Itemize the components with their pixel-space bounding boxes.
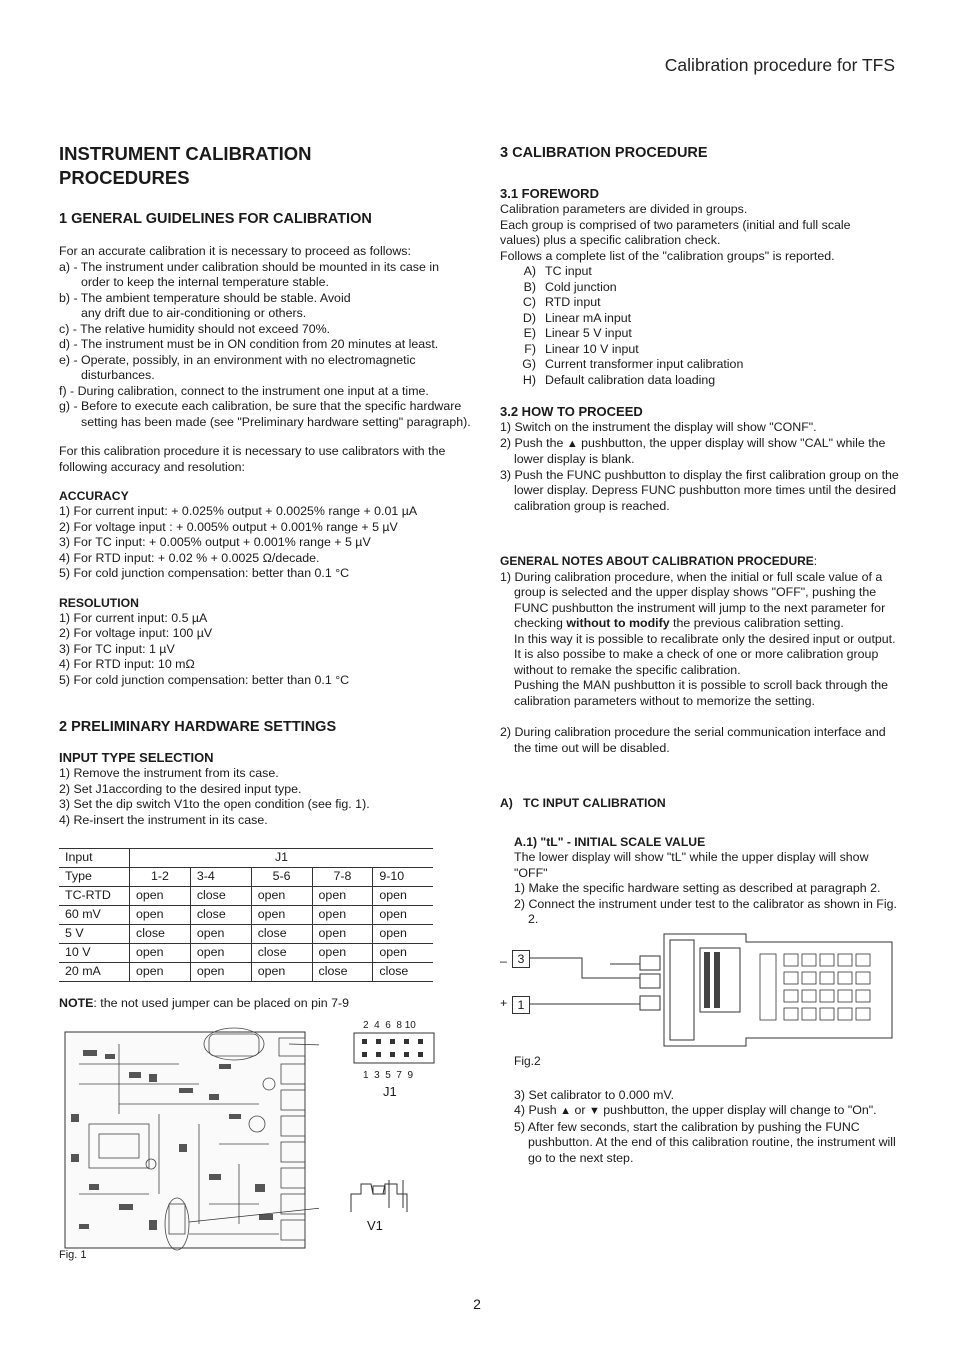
table-cell: TC-RTD (59, 887, 130, 906)
list-item: B) Cold junction (523, 279, 617, 294)
list-item: 1) For current input: 0.5 µA (59, 610, 208, 625)
table-cell: open (130, 906, 191, 925)
page-header-title: Calibration procedure for TFS (664, 55, 895, 75)
table-cell: 3-4 (190, 868, 251, 887)
general-notes-list-2 (500, 725, 900, 756)
plus-terminal-label: + (500, 995, 508, 1010)
list-item: 3) Set calibrator to 0.000 mV. (514, 1087, 675, 1102)
table-cell: open (251, 906, 312, 925)
table-cell: 9-10 (373, 868, 433, 887)
table-cell: open (190, 925, 251, 944)
foreword-heading: 3.1 FOREWORD (500, 186, 599, 201)
j1-top-pin-labels: 2 4 6 8 10 (363, 1019, 416, 1031)
accuracy-heading: ACCURACY (59, 489, 129, 503)
v1-label: V1 (367, 1217, 383, 1233)
general-notes-list (500, 570, 900, 632)
tc-steps-list (514, 881, 900, 928)
list-item: 5) For cold junction compensation: better than 0.1 °C (59, 672, 350, 687)
list-item: D) Linear mA input (522, 310, 632, 325)
calibration-groups-list (500, 264, 900, 388)
list-item: 4) Re-insert the instrument in its case. (59, 812, 268, 827)
proceed-steps-list (500, 420, 900, 514)
calibrators-paragraph: For this calibration procedure it is necessary to use calibrators with the following accuracy and resolution: (59, 444, 446, 474)
v1-dip-switch-diagram (349, 1178, 417, 1214)
table-cell: open (190, 944, 251, 963)
table-cell: open (312, 944, 373, 963)
list-item: C) RTD input (522, 295, 601, 309)
table-cell: 5 V (59, 925, 130, 944)
list-item: F) Linear 10 V input (524, 341, 639, 356)
terminal-3: 3 (512, 950, 530, 968)
list-item: 3) For TC input: + 0.005% output + 0.001% range + 5 µV (59, 535, 371, 549)
list-item: e) - Operate, possibly, in an environment with no electromagnetic disturbances. (59, 352, 416, 382)
table-cell: J1 (130, 849, 434, 868)
table-cell: Type (59, 868, 130, 887)
table-cell: open (251, 963, 312, 982)
initial-scale-heading: A.1) "tL" - INITIAL SCALE VALUE (514, 835, 706, 849)
terminal-1: 1 (512, 996, 530, 1014)
up-arrow-icon: ▲ (566, 437, 578, 450)
general-notes-heading: GENERAL NOTES ABOUT CALIBRATION PROCEDURE: (500, 554, 818, 568)
list-item: 2) For voltage input : + 0.005% output + 0.001% range + 5 µV (59, 519, 398, 534)
minus-terminal-label: – (500, 953, 507, 968)
up-arrow-icon: ▲ (560, 1105, 572, 1117)
guidelines-list (59, 259, 471, 431)
tc-steps-list-2 (514, 1088, 900, 1167)
list-item: d) - The instrument must be in ON condition from 20 minutes at least. (59, 337, 439, 351)
jumper-table (59, 848, 433, 982)
list-item: 2) Connect the instrument under test to the calibrator as shown in Fig. 2. (514, 896, 897, 926)
input-type-heading: INPUT TYPE SELECTION (59, 750, 214, 765)
figure-1-caption: Fig. 1 (59, 1248, 87, 1261)
table-cell: close (190, 887, 251, 906)
j1-header-diagram (353, 1032, 435, 1064)
resolution-heading: RESOLUTION (59, 595, 139, 610)
figure-2 (500, 928, 900, 1088)
table-row (59, 887, 433, 906)
table-cell: close (251, 925, 312, 944)
table-cell: close (373, 963, 433, 982)
note-label: NOTE (59, 996, 94, 1010)
table-cell: open (312, 887, 373, 906)
circuit-board-illustration (59, 1024, 319, 1254)
resolution-list (59, 611, 459, 689)
table-row (59, 963, 433, 982)
hardware-steps-list (59, 766, 459, 828)
general-notes-continuation: In this way it is possible to recalibrate only the desired input or output. It is also possibe to make a check of one or more calibration group without to remake the specific calibration. Pushing the MAN pushbutton it is possible to scroll back through the calibration parameters without to memorize the setting. (514, 631, 896, 708)
down-arrow-icon: ▼ (588, 1105, 600, 1117)
table-cell: 10 V (59, 944, 130, 963)
table-cell: 1-2 (130, 868, 191, 887)
table-cell: open (251, 887, 312, 906)
document-title: INSTRUMENT CALIBRATION PROCEDURES (59, 143, 312, 188)
table-cell: close (190, 906, 251, 925)
list-item: 1) Remove the instrument from its case. (59, 766, 279, 780)
table-cell: Input (59, 849, 130, 868)
right-column (500, 140, 900, 1166)
table-cell: open (130, 887, 191, 906)
j1-label: J1 (383, 1083, 397, 1099)
list-item: H) Default calibration data loading (522, 372, 716, 387)
table-row (59, 925, 433, 944)
list-item: 4) For RTD input: 10 mΩ (59, 657, 195, 671)
table-cell: close (251, 944, 312, 963)
table-cell: 20 mA (59, 963, 130, 982)
list-item: 1) Switch on the instrument the display will show "CONF". (500, 420, 817, 434)
list-item: 2) Push the ▲ pushbutton, the upper display will show "CAL" while the lower display is blank. (500, 435, 886, 466)
table-cell: open (373, 906, 433, 925)
table-cell: open (312, 906, 373, 925)
section-2-heading: 2 PRELIMINARY HARDWARE SETTINGS (59, 719, 337, 735)
section-1-heading: 1 GENERAL GUIDELINES FOR CALIBRATION (59, 211, 372, 227)
list-item: 5) After few seconds, start the calibration by pushing the FUNC pushbutton. At the end of this calibration routine, the instrument will go to the next step. (514, 1119, 896, 1165)
list-item: A) TC input (523, 264, 592, 278)
list-item: f) - During calibration, connect to the instrument one input at a time. (59, 383, 429, 398)
table-cell: open (373, 925, 433, 944)
tc-input-heading: A) TC INPUT CALIBRATION (500, 796, 666, 810)
table-header-row (59, 868, 433, 887)
table-cell: close (312, 963, 373, 982)
section-3-heading: 3 CALIBRATION PROCEDURE (500, 145, 708, 161)
list-item: a) - The instrument under calibration should be mounted in its case in order to keep the internal temperature stable. (59, 259, 439, 289)
tc-initial-scale-block (500, 835, 900, 928)
list-item: c) - The relative humidity should not exceed 70%. (59, 321, 331, 336)
list-item: 2) Set J1according to the desired input type. (59, 781, 302, 796)
list-item: b) - The ambient temperature should be stable. Avoid any drift due to air-conditioning or others. (59, 290, 351, 320)
table-cell: open (190, 963, 251, 982)
note-text: : the not used jumper can be placed on pin 7-9 (93, 996, 349, 1010)
table-cell: open (130, 944, 191, 963)
page-number: 2 (473, 1296, 481, 1312)
table-cell: open (373, 887, 433, 906)
list-item: g) - Before to execute each calibration, be sure that the specific hardware setting has been made (see "Preliminary hardware setting" paragraph). (59, 399, 471, 429)
calibrator-wiring-diagram (530, 928, 900, 1058)
list-item: 1) During calibration procedure, when the initial or full scale value of a group is selected and the upper display shows "OFF", pushing the FUNC pushbutton the instrument will jump to the next parameter for checking without to modify the previous calibration setting. (500, 569, 886, 630)
list-item: 1) For current input: + 0.025% output + 0.0025% range + 0.01 µA (59, 504, 418, 518)
list-item: G) Current transformer input calibration (522, 357, 744, 371)
list-item: 1) Make the specific hardware setting as described at paragraph 2. (514, 881, 881, 895)
table-cell: open (130, 963, 191, 982)
jumper-note (59, 996, 459, 1012)
list-item: 3) Push the FUNC pushbutton to display the first calibration group on the lower display. Depress FUNC pushbutton more times until the desired calibration group is reached. (500, 467, 899, 513)
list-item: 4) For RTD input: + 0.02 % + 0.0025 Ω/decade. (59, 550, 320, 565)
list-item: 2) During calibration procedure the serial communication interface and the time out will be disabled. (500, 725, 886, 755)
list-item: 3) Set the dip switch V1to the open condition (see fig. 1). (59, 797, 370, 811)
table-cell: open (312, 925, 373, 944)
foreword-line: Follows a complete list of the "calibration groups" is reported. (500, 248, 835, 263)
figure-1 (59, 1018, 459, 1268)
table-cell: 5-6 (251, 868, 312, 887)
list-item: 2) For voltage input: 100 µV (59, 626, 213, 640)
tc-steps-continued (500, 1088, 900, 1167)
list-item: 4) Push ▲ or ▼ pushbutton, the upper display will change to "On". (514, 1103, 877, 1117)
accuracy-list (59, 504, 459, 582)
figure-2-caption: Fig.2 (514, 1053, 541, 1068)
foreword-line: Calibration parameters are divided in groups. (500, 202, 748, 216)
table-row (59, 906, 433, 925)
list-item: E) Linear 5 V input (523, 326, 632, 340)
foreword-line: Each group is comprised of two parameters (initial and full scale values) plus a specific calibration check. (500, 217, 851, 247)
section-1-intro: For an accurate calibration it is necessary to proceed as follows: (59, 244, 411, 258)
j1-bottom-pin-labels: 1 3 5 7 9 (363, 1069, 414, 1081)
list-item: 5) For cold junction compensation: better than 0.1 °C (59, 566, 350, 580)
initial-scale-line: The lower display will show "tL" while the upper display will show "OFF" (514, 850, 869, 880)
table-cell: 7-8 (312, 868, 373, 887)
table-cell: close (130, 925, 191, 944)
table-cell: open (373, 944, 433, 963)
how-to-proceed-heading: 3.2 HOW TO PROCEED (500, 404, 643, 419)
table-row (59, 944, 433, 963)
left-column (59, 140, 471, 1268)
table-cell: 60 mV (59, 906, 130, 925)
list-item: 3) For TC input: 1 µV (59, 641, 175, 656)
table-header-row (59, 849, 433, 868)
